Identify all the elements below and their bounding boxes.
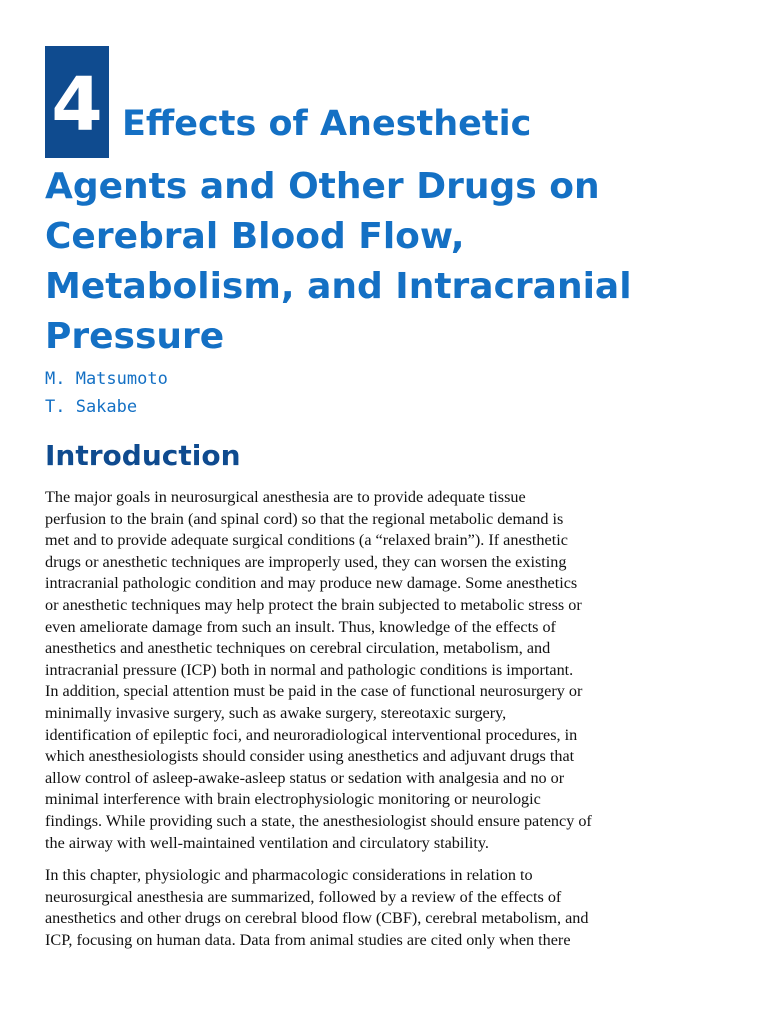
paragraph-line: intracranial pressure (ICP) both in normal and pathologic conditions is important.: [45, 660, 574, 679]
chapter-title-line-1: Effects of Anesthetic: [122, 104, 532, 144]
paragraph-line: intracranial pathologic condition and may produce new damage. Some anesthetics: [45, 574, 578, 593]
chapter-title-line-4: Metabolism, and Intracranial: [45, 266, 632, 307]
author-2: T. Sakabe: [45, 397, 138, 417]
section-heading: Introduction: [45, 439, 241, 472]
paragraph-line: drugs or anesthetic techniques are improperly used, they can worsen the existing: [45, 552, 567, 571]
paragraph-line: even ameliorate damage from such an insult. Thus, knowledge of the effects of: [45, 617, 556, 636]
author-1: M. Matsumoto: [45, 369, 168, 389]
chapter-title-line-5: Pressure: [45, 316, 225, 357]
paragraph-line: ICP, focusing on human data. Data from animal studies are cited only when there: [45, 930, 571, 949]
paragraph-1: [45, 487, 725, 854]
paragraph-2: [45, 865, 725, 951]
paragraph-line: which anesthesiologists should consider using anesthetics and adjuvant drugs that: [45, 747, 575, 766]
paragraph-line: anesthetics and other drugs on cerebral blood flow (CBF), cerebral metabolism, and: [45, 909, 589, 928]
paragraph-line: The major goals in neurosurgical anesthesia are to provide adequate tissue: [45, 488, 526, 506]
paragraph-line: perfusion to the brain (and spinal cord) so that the regional metabolic demand is: [45, 509, 564, 528]
chapter-title-line-3: Cerebral Blood Flow,: [45, 216, 465, 257]
paragraph-line: met and to provide adequate surgical conditions (a “relaxed brain”). If anesthetic: [45, 531, 568, 550]
paragraph-line: In addition, special attention must be paid in the case of functional neurosurgery or: [45, 682, 583, 701]
paragraph-line: findings. While providing such a state, the anesthesiologist should ensure patency of: [45, 811, 592, 830]
paragraph-line: neurosurgical anesthesia are summarized, followed by a review of the effects of: [45, 887, 562, 906]
paragraph-line: minimally invasive surgery, such as awake surgery, stereotaxic surgery,: [45, 703, 507, 722]
chapter-number: 4: [51, 62, 103, 148]
paragraph-line: minimal interference with brain electrophysiologic monitoring or neurologic: [45, 790, 541, 809]
paragraph-line: anesthetics and anesthetic techniques on cerebral circulation, metabolism, and: [45, 639, 551, 658]
chapter-number-box: [45, 46, 109, 158]
paragraph-line: In this chapter, physiologic and pharmacologic considerations in relation to: [45, 866, 533, 884]
paragraph-line: identification of epileptic foci, and neuroradiological interventional procedures, in: [45, 725, 578, 744]
paragraph-line: the airway with well-maintained ventilation and circulatory stability.: [45, 833, 489, 852]
paragraph-line: allow control of asleep-awake-asleep status or sedation with analgesia and no or: [45, 768, 565, 787]
chapter-title-line-2: Agents and Other Drugs on: [45, 166, 600, 207]
paragraph-line: or anesthetic techniques may help protect the brain subjected to metabolic stress or: [45, 595, 582, 614]
